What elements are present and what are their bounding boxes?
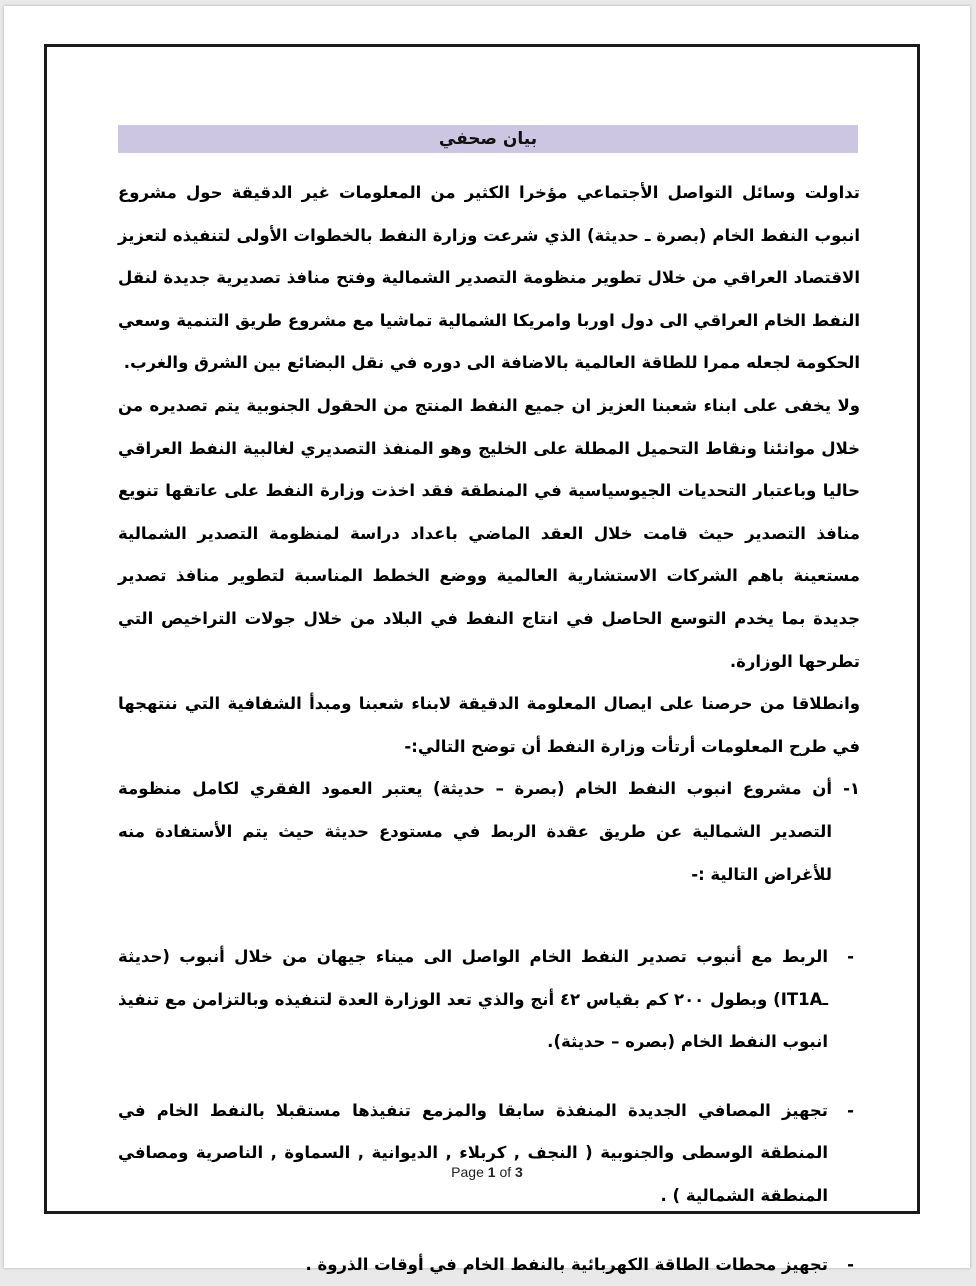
footer-of-word: of	[499, 1164, 512, 1180]
document-title: بيان صحفي	[118, 125, 858, 153]
footer-total-pages: 3	[515, 1164, 523, 1180]
footer-current-page: 1	[487, 1164, 496, 1180]
bullet-text: الربط مع أنبوب تصدير النفط الخام الواصل الى ميناء جيهان من خلال أنبوب (حديثة ـIT1A) وبطول ٢٠٠ كم بقياس ٤٢ أنج والذي تعد الوزارة العدة لتنفيذه وبالتزامن مع تنفيذ انبوب النفط الخام (بصره – حديثة).	[118, 947, 828, 1052]
paragraph-1: تداولت وسائل التواصل الأجتماعي مؤخرا الكثير من المعلومات غير الدقيقة حول مشروع انبوب النفط الخام (بصرة ـ حديثة) الذي شرعت وزارة النفط بالخطوات الأولى لتنفيذه لتعزيز الاقتصاد العراقي من خلال تطوير منظومة التصدير الشمالية وفتح منافذ تصديرية جديدة لنقل النفط الخام العراقي الى دول اوربا وامريكا الشمالية تماشيا مع مشروع طريق التنمية وسعي الحكومة لجعله ممرا للطاقة العالمية بالاضافة الى دوره في نقل البضائع بين الشرق والغرب.	[118, 183, 860, 373]
item-text: أن مشروع انبوب النفط الخام (بصرة – حديثة) يعتبر العمود الفقري لكامل منظومة التصدير الشمالية عن طريق عقدة الربط في مستودع حديثة حيث يتم الأستفادة منه للأغراض التالية :-	[118, 779, 832, 884]
bullet-text: تجهيز المصافي الجديدة المنفذة سابقا والمزمع تنفيذها مستقبلا بالنفط الخام في المنطقة الوسطى والجنوبية ( النجف , كربلاء , الديوانية , السماوة , الناصرية ومصافي المنطقة الشمالية ) .	[118, 1100, 828, 1206]
paragraph-3: وانطلاقا من حرصنا على ايصال المعلومة الدقيقة لابناء شعبنا ومبدأ الشفافية التي ننتهجها في طرح المعلومات أرتأت وزارة النفط أن توضح التالي:-	[118, 694, 860, 756]
page-footer	[4, 1164, 970, 1180]
bullet-marker: -	[847, 1254, 854, 1274]
bullet-item-1	[118, 936, 860, 1064]
paragraph-2: ولا يخفى على ابناء شعبنا العزيز ان جميع النفط المنتج من الحقول الجنوبية يتم تصديره من خلال موانئنا ونقاط التحميل المطلة على الخليج وهو المنفذ التصديري لغالبية النفط العراقي حاليا وباعتبار التحديات الجيوسياسية في المنطقة فقد اخذت وزارة النفط على عاتقها تنويع منافذ التصدير حيث قامت خلال العقد الماضي باعداد دراسة لمنظومة التصدير الشمالية مستعينة باهم الشركات الاستشارية العالمية ووضع الخطط المناسبة لتطوير منافذ تصدير جديدة بما يخدم التوسع الحاصل في انتاج النفط في البلاد من خلال جولات التراخيص التي تطرحها الوزارة.	[118, 395, 860, 671]
bullet-item-2	[118, 1090, 860, 1218]
bullet-marker: -	[847, 1100, 854, 1120]
bullet-marker: -	[847, 947, 854, 967]
item-number: ١-	[843, 779, 860, 799]
footer-page-word: Page	[451, 1164, 484, 1180]
numbered-item-1	[118, 768, 860, 896]
bullet-text: تجهيز محطات الطاقة الكهربائية بالنفط الخام في أوقات الذروة .	[305, 1254, 828, 1274]
document-body	[118, 172, 860, 1286]
document-page	[4, 6, 970, 1274]
